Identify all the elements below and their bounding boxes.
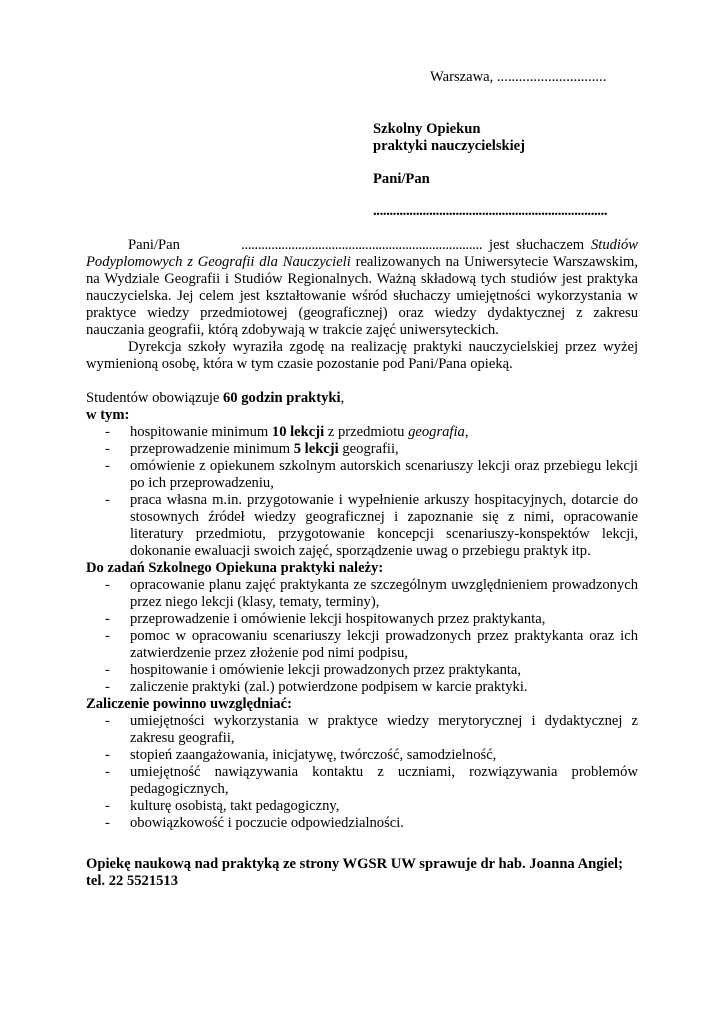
addressee-block (373, 121, 525, 155)
task-2-bold: 5 lekcji (293, 441, 339, 457)
list-dash: - (105, 441, 110, 457)
intro-after-dots: jest słuchaczem (482, 237, 591, 253)
list-dash: - (105, 747, 110, 763)
list-item (86, 441, 638, 458)
supervisor-phone: tel. 22 5521513 (86, 873, 179, 889)
task-4-text: praca własna m.in. przygotowanie i wypełnienie arkuszy hospitacyjnych, dotarcie do stosownych źródeł wiedzy geograficznej i zapoznanie się z nimi, opracowanie literatury przedmiotu, przygotowanie koncepcji scenariuszy-konspektów lekcji, dokonanie ewaluacji swoich zajęć, sporządzenie uwag o przebiegu praktyk itp. (130, 492, 638, 559)
list-dash: - (105, 764, 110, 780)
criterion-text: umiejętności wykorzystania w praktyce wiedzy merytorycznej i dydaktycznej z zakresu geografii, (130, 713, 638, 746)
obligation-paragraph (86, 390, 638, 407)
list-item (86, 815, 638, 832)
task-1-mid: z przedmiotu (324, 424, 409, 440)
list-dash: - (105, 611, 110, 627)
list-item (86, 611, 638, 628)
list-item (86, 764, 638, 798)
list-dash: - (105, 492, 110, 508)
duty-text: zaliczenie praktyki (zal.) potwierdzone podpisem w karcie praktyki. (130, 679, 528, 695)
duties-heading: Do zadań Szkolnego Opiekuna praktyki należy: (86, 560, 384, 576)
city-date-line: Warszawa, .............................. (430, 69, 607, 85)
criterion-text: kulturę osobistą, takt pedagogiczny, (130, 798, 340, 814)
criterion-text: stopień zaangażowania, inicjatywę, twórczość, samodzielność, (130, 747, 497, 763)
intro-rest: realizowanych na Uniwersytecie Warszawskim, na Wydziale Geografii i Studiów Regionalnych. Ważną składową tych studiów jest praktyka nauczycielska. Jej celem jest kształtowanie wśród słuchaczy umiejętności wykorzystania w praktyce wiedzy przedmiotowej (geograficznej) oraz wiedzy dydaktycznej z zakresu nauczania geografii, którą zdobywają w trakcie zajęć uniwersyteckich. (86, 254, 638, 338)
list-dash: - (105, 713, 110, 729)
task-1-italic: geografia (408, 424, 465, 440)
task-1-bold: 10 lekcji (271, 424, 325, 440)
task-1-pre: hospitowanie minimum (130, 424, 272, 440)
list-item (86, 492, 638, 560)
list-item (86, 577, 638, 611)
task-2-post: geografii, (338, 441, 399, 457)
duty-text: opracowanie planu zajęć praktykanta ze szczególnym uwzględnieniem prowadzonych przez niego lekcji (klasy, tematy, terminy), (130, 577, 638, 610)
list-dash: - (105, 679, 110, 695)
intro-pani-pan: Pani/Pan (128, 237, 180, 253)
list-dash: - (105, 815, 110, 831)
list-item (86, 798, 638, 815)
w-tym-label: w tym: (86, 407, 130, 423)
list-dash: - (105, 577, 110, 593)
criterion-text: umiejętność nawiązywania kontaktu z uczniami, rozwiązywania problemów pedagogicznych, (130, 764, 638, 797)
duty-text: przeprowadzenie i omówienie lekcji hospitowanych przez praktykanta, (130, 611, 546, 627)
obligation-prefix: Studentów obowiązuje (86, 390, 223, 406)
intro-paragraph (86, 237, 638, 339)
duties-list (86, 577, 638, 696)
list-item (86, 628, 638, 662)
supervisor-footer (86, 856, 646, 890)
list-item (86, 713, 638, 747)
addressee-name-blank: ....................................................................... (373, 203, 608, 219)
criteria-list (86, 713, 638, 832)
studies-name: Studiów Podyplomowych z Geografii dla Nauczycieli (86, 237, 638, 270)
list-item (86, 458, 638, 492)
list-item (86, 747, 638, 764)
student-tasks-list (86, 424, 638, 560)
list-dash: - (105, 628, 110, 644)
obligation-suffix: , (340, 390, 345, 406)
duty-text: hospitowanie i omówienie lekcji prowadzonych przez praktykanta, (130, 662, 522, 678)
addressee-line-2: praktyki nauczycielskiej (373, 138, 526, 154)
list-dash: - (105, 662, 110, 678)
criteria-heading: Zaliczenie powinno uwzględniać: (86, 696, 292, 712)
criterion-text: obowiązkowość i poczucie odpowiedzialności. (130, 815, 404, 831)
list-item (86, 662, 638, 679)
student-name-blank: ........................................................................ (241, 237, 483, 253)
duty-text: pomoc w opracowaniu scenariuszy lekcji prowadzonych przez praktykanta oraz ich zatwierdzenie przez złożenie pod nimi podpisu, (130, 628, 638, 661)
task-3-text: omówienie z opiekunem szkolnym autorskich scenariuszy lekcji oraz przebiegu lekcji po ich przeprowadzeniu, (130, 458, 638, 491)
list-dash: - (105, 424, 110, 440)
task-1-post: , (464, 424, 469, 440)
list-item (86, 424, 638, 441)
list-dash: - (105, 798, 110, 814)
list-item (86, 679, 638, 696)
list-dash: - (105, 458, 110, 474)
consent-paragraph: Dyrekcja szkoły wyraziła zgodę na realizację praktyki nauczycielskiej przez wyżej wymienioną osobę, która w tym czasie pozostanie pod Pani/Pana opieką. (86, 339, 638, 372)
addressee-line-1: Szkolny Opiekun (373, 121, 481, 137)
task-2-pre: przeprowadzenie minimum (130, 441, 294, 457)
addressee-salutation: Pani/Pan (373, 171, 430, 187)
letter-body (86, 237, 638, 832)
obligation-hours: 60 godzin praktyki (223, 390, 341, 406)
supervisor-line: Opiekę naukową nad praktyką ze strony WGSR UW sprawuje dr hab. Joanna Angiel; (86, 856, 623, 872)
